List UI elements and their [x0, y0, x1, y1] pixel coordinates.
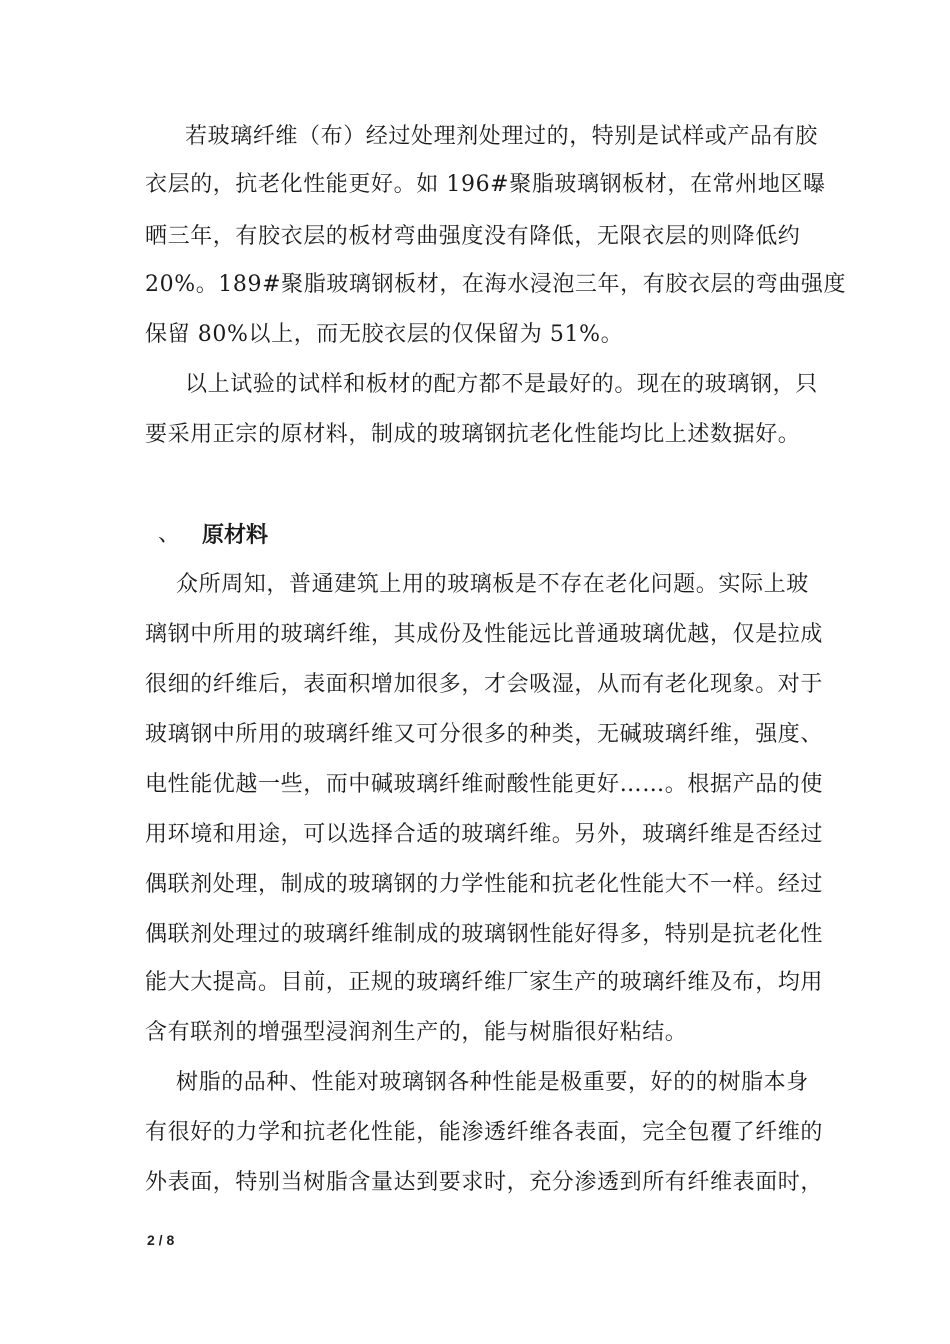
- paragraph-line: 用环境和用途，可以选择合适的玻璃纤维。另外，玻璃纤维是否经过: [145, 822, 824, 847]
- paragraph-line: 众所周知，普通建筑上用的玻璃板是不存在老化问题。实际上玻: [176, 572, 809, 597]
- paragraph-line: 含有联剂的增强型浸润剂生产的，能与树脂很好粘结。: [145, 1020, 688, 1045]
- paragraph-line: 很细的纤维后，表面积增加很多，才会吸湿，从而有老化现象。对于: [145, 672, 824, 697]
- paragraph-line: 偶联剂处理，制成的玻璃钢的力学性能和抗老化性能大不一样。经过: [145, 872, 824, 897]
- paragraph-line: 衣层的，抗老化性能更好。如 196#聚脂玻璃钢板材，在常州地区曝: [145, 172, 826, 197]
- page-number: 2 / 8: [147, 1232, 175, 1248]
- section-heading: 原材料: [202, 522, 269, 548]
- paragraph-line: 电性能优越一些，而中碱玻璃纤维耐酸性能更好……。根据产品的使: [145, 772, 824, 797]
- paragraph-line: 若玻璃纤维（布）经过处理剂处理过的，特别是试样或产品有胶: [185, 124, 818, 149]
- paragraph-line: 要采用正宗的原材料，制成的玻璃钢抗老化性能均比上述数据好。: [145, 422, 801, 447]
- paragraph-line: 保留 80%以上，而无胶衣层的仅保留为 51%。: [145, 322, 624, 347]
- paragraph-line: 树脂的品种、性能对玻璃钢各种性能是极重要，好的的树脂本身: [176, 1070, 809, 1095]
- section-marker: 、: [158, 522, 181, 547]
- paragraph-line: 偶联剂处理过的玻璃纤维制成的玻璃钢性能好得多，特别是抗老化性: [145, 922, 824, 947]
- paragraph-line: 外表面，特别当树脂含量达到要求时，充分渗透到所有纤维表面时，: [145, 1170, 824, 1195]
- paragraph-line: 璃钢中所用的玻璃纤维，其成份及性能远比普通玻璃优越，仅是拉成: [145, 622, 824, 647]
- paragraph-line: 有很好的力学和抗老化性能，能渗透纤维各表面，完全包覆了纤维的: [145, 1120, 824, 1145]
- paragraph-line: 20%。189#聚脂玻璃钢板材，在海水浸泡三年，有胶衣层的弯曲强度: [145, 272, 847, 297]
- paragraph-line: 晒三年，有胶衣层的板材弯曲强度没有降低，无限衣层的则降低约: [145, 224, 801, 249]
- paragraph-line: 玻璃钢中所用的玻璃纤维又可分很多的种类，无碱玻璃纤维，强度、: [145, 722, 824, 747]
- paragraph-line: 以上试验的试样和板材的配方都不是最好的。现在的玻璃钢，只: [185, 372, 818, 397]
- paragraph-line: 能大大提高。目前，正规的玻璃纤维厂家生产的玻璃纤维及布，均用: [145, 970, 824, 995]
